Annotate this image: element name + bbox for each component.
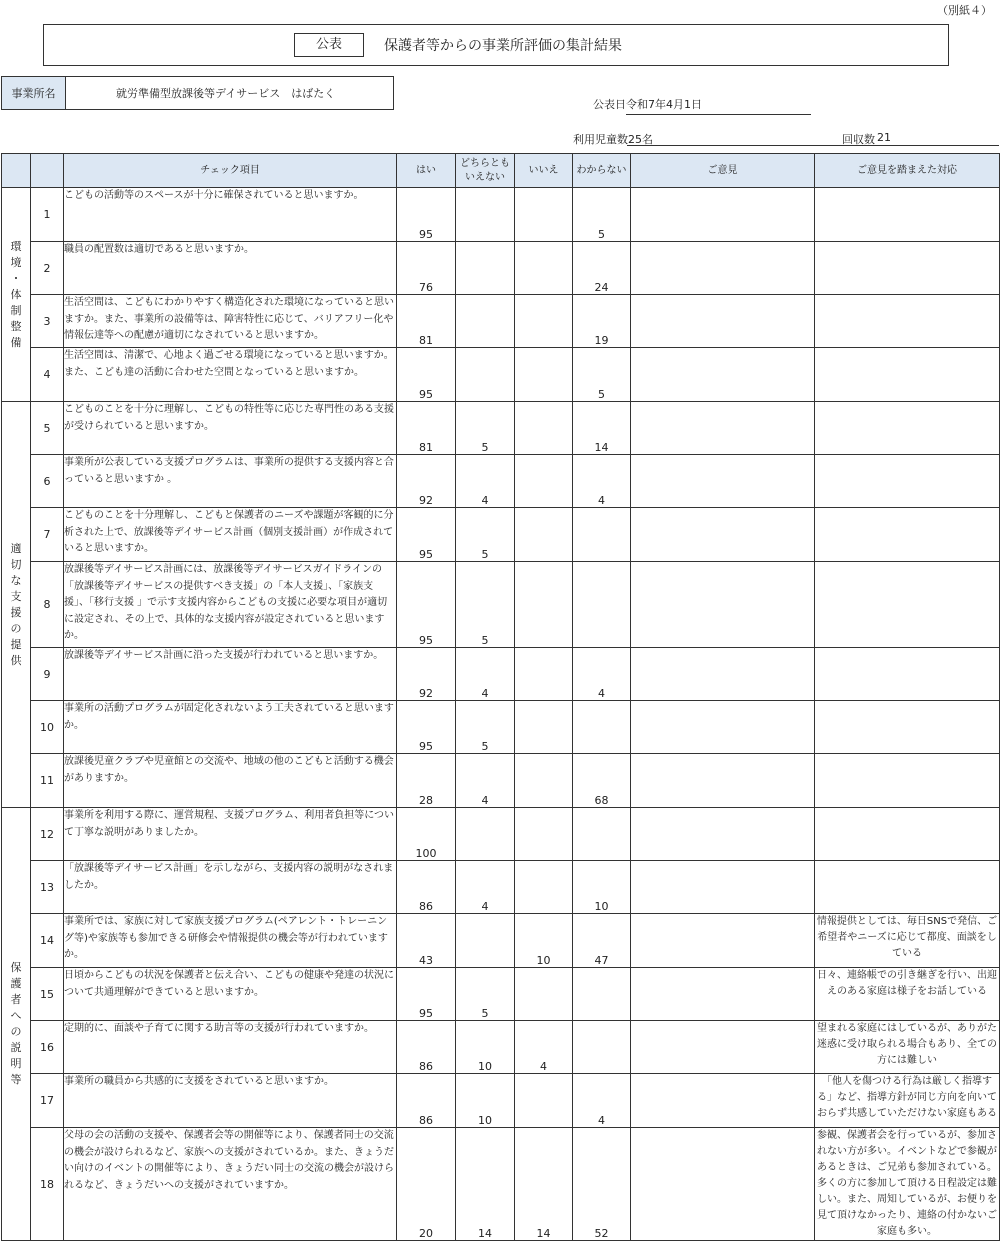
check-item: こどものことを十分に理解し、こどもの特性等に応じた専門性のある支援が受けられていると思いますか。 xyxy=(64,402,397,455)
publication-tag: 公表 xyxy=(294,33,364,57)
answer-neither: 10 xyxy=(456,1074,515,1128)
table-row xyxy=(2,701,1000,754)
response-cell xyxy=(815,508,1000,562)
row-number: 6 xyxy=(31,455,64,508)
row-number: 10 xyxy=(31,701,64,754)
answer-neither xyxy=(456,914,515,968)
answer-neither: 14 xyxy=(456,1128,515,1241)
header-opinion: ご意見 xyxy=(631,154,815,188)
response-cell xyxy=(815,754,1000,808)
answer-yes: 28 xyxy=(397,754,456,808)
answer-no: 4 xyxy=(515,1021,573,1074)
header-number xyxy=(31,154,64,188)
answer-unknown: 14 xyxy=(573,402,631,455)
row-number: 2 xyxy=(31,242,64,295)
answer-yes: 43 xyxy=(397,914,456,968)
opinion-cell xyxy=(631,402,815,455)
answer-no: 14 xyxy=(515,1128,573,1241)
answer-no xyxy=(515,968,573,1021)
answer-neither: 5 xyxy=(456,508,515,562)
category-label: 適 切 な 支 援 の 提 供 xyxy=(2,402,31,808)
answer-no xyxy=(515,402,573,455)
response-cell xyxy=(815,242,1000,295)
page-title: 保護者等からの事業所評価の集計結果 xyxy=(384,38,622,54)
answer-unknown: 19 xyxy=(573,295,631,348)
check-item: こどもの活動等のスペースが十分に確保されていると思いますか。 xyxy=(64,188,397,242)
row-number: 17 xyxy=(31,1074,64,1128)
answer-yes: 95 xyxy=(397,562,456,648)
response-cell: 参観、保護者会を行っているが、参加されない方が多い。イベントなどで参観があるときは、ご兄弟も参加されている。多くの方に参加して頂ける日程設定は難しい。また、周知しているが、お便りを見て頂けなかったり、連絡の付かないご家庭も多い。 xyxy=(815,1128,1000,1241)
table-row xyxy=(2,295,1000,348)
table-row xyxy=(2,808,1000,861)
answer-yes: 95 xyxy=(397,701,456,754)
answer-no xyxy=(515,295,573,348)
header-unknown: わからない xyxy=(573,154,631,188)
opinion-cell xyxy=(631,508,815,562)
opinion-cell xyxy=(631,295,815,348)
table-row xyxy=(2,348,1000,402)
header-neither: どちらとも いえない xyxy=(456,154,515,188)
check-item: 父母の会の活動の支援や、保護者会等の開催等により、保護者同士の交流の機会が設けられるなど、家族への支援がされているか。また、きょうだい向けのイベントの開催等により、きょうだい同士の交流の機会が設けられるなど、きょうだいへの支援がされていますか。 xyxy=(64,1128,397,1241)
office-box xyxy=(1,76,394,110)
answer-neither: 4 xyxy=(456,754,515,808)
stats-divider xyxy=(627,145,999,146)
row-number: 4 xyxy=(31,348,64,402)
answer-yes: 86 xyxy=(397,1074,456,1128)
answer-unknown xyxy=(573,808,631,861)
check-item: 事業所では、家族に対して家族支援プログラム(ペアレント・トレーニング等)や家族等も参加できる研修会や情報提供の機会等が行われていますか。 xyxy=(64,914,397,968)
table-row xyxy=(2,648,1000,701)
table-row xyxy=(2,242,1000,295)
collected-count-value: 21 xyxy=(877,131,891,144)
check-item: 事業所が公表している支援プログラムは、事業所の提供する支援内容と合っていると思いますか 。 xyxy=(64,455,397,508)
check-item: 生活空間は、清潔で、心地よく過ごせる環境になっていると思いますか。また、こども達の活動に合わせた空間となっていると思いますか。 xyxy=(64,348,397,402)
opinion-cell xyxy=(631,562,815,648)
response-cell xyxy=(815,455,1000,508)
row-number: 11 xyxy=(31,754,64,808)
row-number: 9 xyxy=(31,648,64,701)
answer-yes: 81 xyxy=(397,402,456,455)
office-name: 就労準備型放課後等デイサービス はばたく xyxy=(116,87,336,100)
answer-yes: 81 xyxy=(397,295,456,348)
answer-unknown xyxy=(573,562,631,648)
check-item: 生活空間は、こどもにわかりやすく構造化された環境になっていると思いますか。また、事業所の設備等は、障害特性に応じて、バリアフリー化や情報伝達等への配慮が適切になされていると思いますか。 xyxy=(64,295,397,348)
evaluation-table xyxy=(1,153,1000,1241)
check-item: 放課後等デイサービス計画に沿った支援が行われていると思いますか。 xyxy=(64,648,397,701)
table-row xyxy=(2,754,1000,808)
opinion-cell xyxy=(631,348,815,402)
response-cell: 日々、連絡帳での引き継ぎを行い、出迎えのある家庭は様子をお話している xyxy=(815,968,1000,1021)
check-item: 事業所を利用する際に、運営規程、支援プログラム、利用者負担等について丁寧な説明がありましたか。 xyxy=(64,808,397,861)
answer-no xyxy=(515,754,573,808)
answer-no xyxy=(515,188,573,242)
check-item: 日頃からこどもの状況を保護者と伝え合い、こどもの健康や発達の状況について共通理解ができていると思いますか。 xyxy=(64,968,397,1021)
answer-no xyxy=(515,648,573,701)
response-cell: 情報提供としては、毎日SNSで発信、ご希望者やニーズに応じて都度、面談をしている xyxy=(815,914,1000,968)
table-row xyxy=(2,968,1000,1021)
answer-unknown xyxy=(573,1021,631,1074)
answer-yes: 95 xyxy=(397,348,456,402)
publication-date-value: 令和7年4月1日 xyxy=(626,96,811,115)
answer-no xyxy=(515,808,573,861)
row-number: 3 xyxy=(31,295,64,348)
answer-neither xyxy=(456,242,515,295)
row-number: 18 xyxy=(31,1128,64,1241)
response-cell xyxy=(815,701,1000,754)
opinion-cell xyxy=(631,968,815,1021)
answer-unknown xyxy=(573,508,631,562)
opinion-cell xyxy=(631,914,815,968)
opinion-cell xyxy=(631,861,815,914)
answer-neither xyxy=(456,348,515,402)
publication-date-label: 公表日 xyxy=(593,98,626,111)
table-row xyxy=(2,402,1000,455)
table-row xyxy=(2,861,1000,914)
check-item: こどものことを十分理解し、こどもと保護者のニーズや課題が客観的に分析された上で、放課後等デイサービス計画（個別支援計画）が作成されていると思いますか。 xyxy=(64,508,397,562)
answer-unknown: 5 xyxy=(573,348,631,402)
table-row xyxy=(2,188,1000,242)
answer-yes: 92 xyxy=(397,455,456,508)
answer-unknown xyxy=(573,701,631,754)
table-row xyxy=(2,455,1000,508)
answer-neither xyxy=(456,188,515,242)
answer-unknown: 5 xyxy=(573,188,631,242)
answer-no xyxy=(515,861,573,914)
row-number: 14 xyxy=(31,914,64,968)
check-item: 事業所の活動プログラムが固定化されないよう工夫されていると思いますか。 xyxy=(64,701,397,754)
title-box xyxy=(43,24,949,66)
response-cell xyxy=(815,861,1000,914)
category-label: 保 護 者 へ の 説 明 等 xyxy=(2,808,31,1241)
check-item: 「放課後等デイサービス計画」を示しながら、支援内容の説明がなされましたか。 xyxy=(64,861,397,914)
table-row xyxy=(2,1074,1000,1128)
answer-neither: 5 xyxy=(456,562,515,648)
row-number: 12 xyxy=(31,808,64,861)
answer-no xyxy=(515,242,573,295)
response-cell: 「他人を傷つける行為は厳しく指導する」など、指導方針が同じ方向を向いておらず共感していただけない家庭もある xyxy=(815,1074,1000,1128)
collected-count-label: 回収数 xyxy=(842,133,875,146)
answer-unknown: 24 xyxy=(573,242,631,295)
table-row xyxy=(2,562,1000,648)
table-row xyxy=(2,508,1000,562)
answer-yes: 76 xyxy=(397,242,456,295)
row-number: 1 xyxy=(31,188,64,242)
opinion-cell xyxy=(631,648,815,701)
answer-neither: 10 xyxy=(456,1021,515,1074)
answer-no xyxy=(515,1074,573,1128)
answer-unknown: 52 xyxy=(573,1128,631,1241)
response-cell xyxy=(815,562,1000,648)
answer-neither: 5 xyxy=(456,968,515,1021)
opinion-cell xyxy=(631,1021,815,1074)
users-count-label: 利用児童数 xyxy=(573,133,628,146)
answer-neither xyxy=(456,808,515,861)
answer-unknown xyxy=(573,968,631,1021)
answer-yes: 86 xyxy=(397,1021,456,1074)
category-label: 環 境 ・ 体 制 整 備 xyxy=(2,188,31,402)
answer-neither: 5 xyxy=(456,701,515,754)
answer-yes: 20 xyxy=(397,1128,456,1241)
office-label: 事業所名 xyxy=(2,77,66,109)
answer-no xyxy=(515,508,573,562)
header-category xyxy=(2,154,31,188)
check-item: 放課後児童クラブや児童館との交流や、地域の他のこどもと活動する機会がありますか。 xyxy=(64,754,397,808)
answer-no xyxy=(515,562,573,648)
header-response: ご意見を踏まえた対応 xyxy=(815,154,1000,188)
check-item: 定期的に、面談や子育てに関する助言等の支援が行われていますか。 xyxy=(64,1021,397,1074)
table-row xyxy=(2,1128,1000,1241)
opinion-cell xyxy=(631,808,815,861)
users-count-value: 25名 xyxy=(628,133,653,146)
response-cell xyxy=(815,402,1000,455)
table-row xyxy=(2,1021,1000,1074)
opinion-cell xyxy=(631,701,815,754)
header-check-item: チェック項目 xyxy=(64,154,397,188)
answer-neither: 4 xyxy=(456,861,515,914)
opinion-cell xyxy=(631,1074,815,1128)
header-yes: はい xyxy=(397,154,456,188)
answer-neither: 4 xyxy=(456,455,515,508)
answer-unknown: 47 xyxy=(573,914,631,968)
answer-no xyxy=(515,348,573,402)
row-number: 5 xyxy=(31,402,64,455)
header-no: いいえ xyxy=(515,154,573,188)
response-cell xyxy=(815,188,1000,242)
response-cell: 望まれる家庭にはしているが、ありがた迷惑に受け取られる場合もあり、全ての方には難しい xyxy=(815,1021,1000,1074)
response-cell xyxy=(815,348,1000,402)
row-number: 7 xyxy=(31,508,64,562)
appendix-label: （別紙４） xyxy=(937,4,992,17)
response-cell xyxy=(815,808,1000,861)
answer-yes: 92 xyxy=(397,648,456,701)
answer-yes: 95 xyxy=(397,188,456,242)
answer-unknown: 10 xyxy=(573,861,631,914)
opinion-cell xyxy=(631,754,815,808)
answer-unknown: 4 xyxy=(573,455,631,508)
answer-yes: 86 xyxy=(397,861,456,914)
answer-neither: 5 xyxy=(456,402,515,455)
answer-neither xyxy=(456,295,515,348)
answer-no xyxy=(515,455,573,508)
row-number: 16 xyxy=(31,1021,64,1074)
table-header-row xyxy=(2,154,1000,188)
answer-unknown: 68 xyxy=(573,754,631,808)
table-row xyxy=(2,914,1000,968)
response-cell xyxy=(815,295,1000,348)
answer-no: 10 xyxy=(515,914,573,968)
opinion-cell xyxy=(631,188,815,242)
answer-unknown: 4 xyxy=(573,1074,631,1128)
check-item: 職員の配置数は適切であると思いますか。 xyxy=(64,242,397,295)
row-number: 15 xyxy=(31,968,64,1021)
answer-neither: 4 xyxy=(456,648,515,701)
answer-unknown: 4 xyxy=(573,648,631,701)
answer-yes: 95 xyxy=(397,968,456,1021)
opinion-cell xyxy=(631,455,815,508)
check-item: 放課後等デイサービス計画には、放課後等デイサービスガイドラインの「放課後等デイサービスの提供すべき支援」の「本人支援」、「家族支援」、「移行支援 」で示す支援内容からこどもの支援に必要な項目が適切に設定され、その上で、具体的な支援内容が設定されていると思いますか。 xyxy=(64,562,397,648)
answer-yes: 100 xyxy=(397,808,456,861)
row-number: 8 xyxy=(31,562,64,648)
opinion-cell xyxy=(631,242,815,295)
answer-no xyxy=(515,701,573,754)
response-cell xyxy=(815,648,1000,701)
check-item: 事業所の職員から共感的に支援をされていると思いますか。 xyxy=(64,1074,397,1128)
answer-yes: 95 xyxy=(397,508,456,562)
row-number: 13 xyxy=(31,861,64,914)
opinion-cell xyxy=(631,1128,815,1241)
